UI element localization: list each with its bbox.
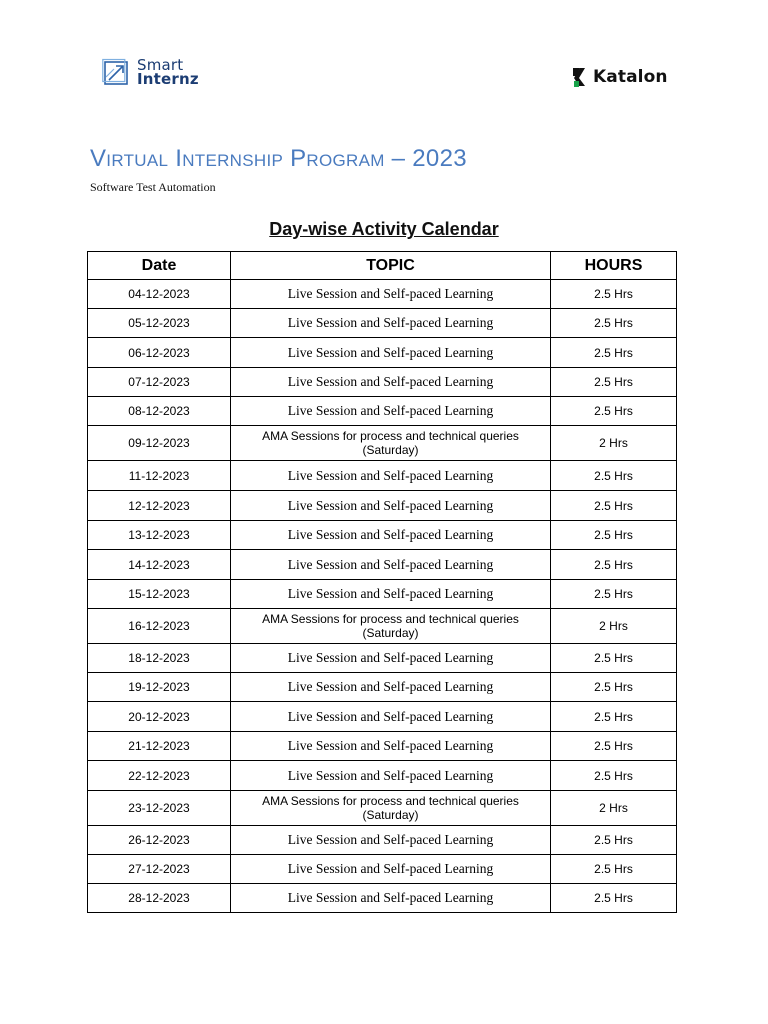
cell-topic: Live Session and Self-paced Learning [231,368,551,397]
cell-date: 08-12-2023 [88,397,231,426]
table-row [88,309,677,338]
cell-date: 05-12-2023 [88,309,231,338]
table-row [88,761,677,791]
katalon-logo [571,66,668,88]
column-header-topic: TOPIC [231,252,551,280]
cell-hours: 2.5 Hrs [551,461,677,491]
cell-date: 26-12-2023 [88,826,231,855]
cell-hours: 2.5 Hrs [551,521,677,550]
table-row [88,491,677,521]
smartinternz-logo [102,57,199,87]
cell-topic: Live Session and Self-paced Learning [231,521,551,550]
cell-hours: 2.5 Hrs [551,309,677,338]
cell-topic: Live Session and Self-paced Learning [231,280,551,309]
cell-hours: 2.5 Hrs [551,826,677,855]
cell-hours: 2.5 Hrs [551,673,677,702]
table-row [88,732,677,761]
table-row [88,280,677,309]
cell-date: 06-12-2023 [88,338,231,368]
cell-date: 13-12-2023 [88,521,231,550]
cell-hours: 2.5 Hrs [551,855,677,884]
table-row [88,521,677,550]
cell-topic-line1: AMA Sessions for process and technical queries [262,429,519,443]
cell-topic: Live Session and Self-paced Learning [231,826,551,855]
cell-hours: 2 Hrs [551,791,677,826]
cell-date: 18-12-2023 [88,644,231,673]
cell-date: 20-12-2023 [88,702,231,732]
smartinternz-wordmark-line2: Internz [137,70,199,88]
cell-topic: Live Session and Self-paced Learning [231,491,551,521]
table-row [88,550,677,580]
cell-topic [231,426,551,461]
cell-date: 09-12-2023 [88,426,231,461]
cell-date: 19-12-2023 [88,673,231,702]
cell-date: 11-12-2023 [88,461,231,491]
table-row [88,368,677,397]
cell-hours: 2.5 Hrs [551,702,677,732]
cell-topic-line2: (Saturday) [362,808,419,822]
cell-hours: 2.5 Hrs [551,732,677,761]
cell-topic: Live Session and Self-paced Learning [231,702,551,732]
cell-topic: Live Session and Self-paced Learning [231,884,551,913]
cell-topic [231,609,551,644]
cell-date: 22-12-2023 [88,761,231,791]
katalon-wordmark: Katalon [593,67,668,87]
table-row [88,461,677,491]
table-row [88,580,677,609]
cell-topic: Live Session and Self-paced Learning [231,550,551,580]
cell-date: 14-12-2023 [88,550,231,580]
cell-topic: Live Session and Self-paced Learning [231,732,551,761]
katalon-logo-icon [571,66,587,88]
cell-topic-line2: (Saturday) [362,443,419,457]
cell-topic: Live Session and Self-paced Learning [231,397,551,426]
cell-hours: 2 Hrs [551,426,677,461]
column-header-hours: HOURS [551,252,677,280]
document-subtitle: Software Test Automation [90,180,216,194]
cell-hours: 2.5 Hrs [551,491,677,521]
cell-hours: 2.5 Hrs [551,280,677,309]
cell-topic: Live Session and Self-paced Learning [231,855,551,884]
cell-hours: 2.5 Hrs [551,884,677,913]
cell-topic: Live Session and Self-paced Learning [231,673,551,702]
cell-topic: Live Session and Self-paced Learning [231,338,551,368]
table-row [88,673,677,702]
cell-topic: Live Session and Self-paced Learning [231,761,551,791]
cell-date: 12-12-2023 [88,491,231,521]
cell-hours: 2.5 Hrs [551,397,677,426]
cell-topic-line2: (Saturday) [362,626,419,640]
cell-topic: Live Session and Self-paced Learning [231,461,551,491]
cell-hours: 2.5 Hrs [551,368,677,397]
cell-hours: 2.5 Hrs [551,761,677,791]
cell-date: 07-12-2023 [88,368,231,397]
table-header-row [88,252,677,280]
table-row [88,397,677,426]
table-row [88,426,677,461]
table-row [88,791,677,826]
cell-date: 27-12-2023 [88,855,231,884]
smartinternz-wordmark [137,58,199,86]
cell-date: 21-12-2023 [88,732,231,761]
table-row [88,609,677,644]
smartinternz-wordmark-line1: Smart [137,56,184,74]
cell-topic [231,791,551,826]
cell-topic: Live Session and Self-paced Learning [231,309,551,338]
table-row [88,702,677,732]
cell-topic: Live Session and Self-paced Learning [231,644,551,673]
cell-date: 28-12-2023 [88,884,231,913]
calendar-heading: Day-wise Activity Calendar [269,219,499,239]
cell-date: 23-12-2023 [88,791,231,826]
smartinternz-logo-icon [102,57,130,87]
table-row [88,338,677,368]
cell-topic: Live Session and Self-paced Learning [231,580,551,609]
cell-hours: 2 Hrs [551,609,677,644]
cell-topic-line1: AMA Sessions for process and technical queries [262,794,519,808]
table-row [88,884,677,913]
table-body [88,280,677,913]
cell-hours: 2.5 Hrs [551,338,677,368]
cell-topic-line1: AMA Sessions for process and technical queries [262,612,519,626]
table-row [88,644,677,673]
column-header-date: Date [88,252,231,280]
cell-date: 15-12-2023 [88,580,231,609]
activity-calendar-table [87,251,677,913]
table-row [88,826,677,855]
document-title: Virtual Internship Program – 2023 [90,145,467,172]
cell-hours: 2.5 Hrs [551,580,677,609]
cell-hours: 2.5 Hrs [551,550,677,580]
cell-date: 16-12-2023 [88,609,231,644]
cell-hours: 2.5 Hrs [551,644,677,673]
cell-date: 04-12-2023 [88,280,231,309]
table-row [88,855,677,884]
